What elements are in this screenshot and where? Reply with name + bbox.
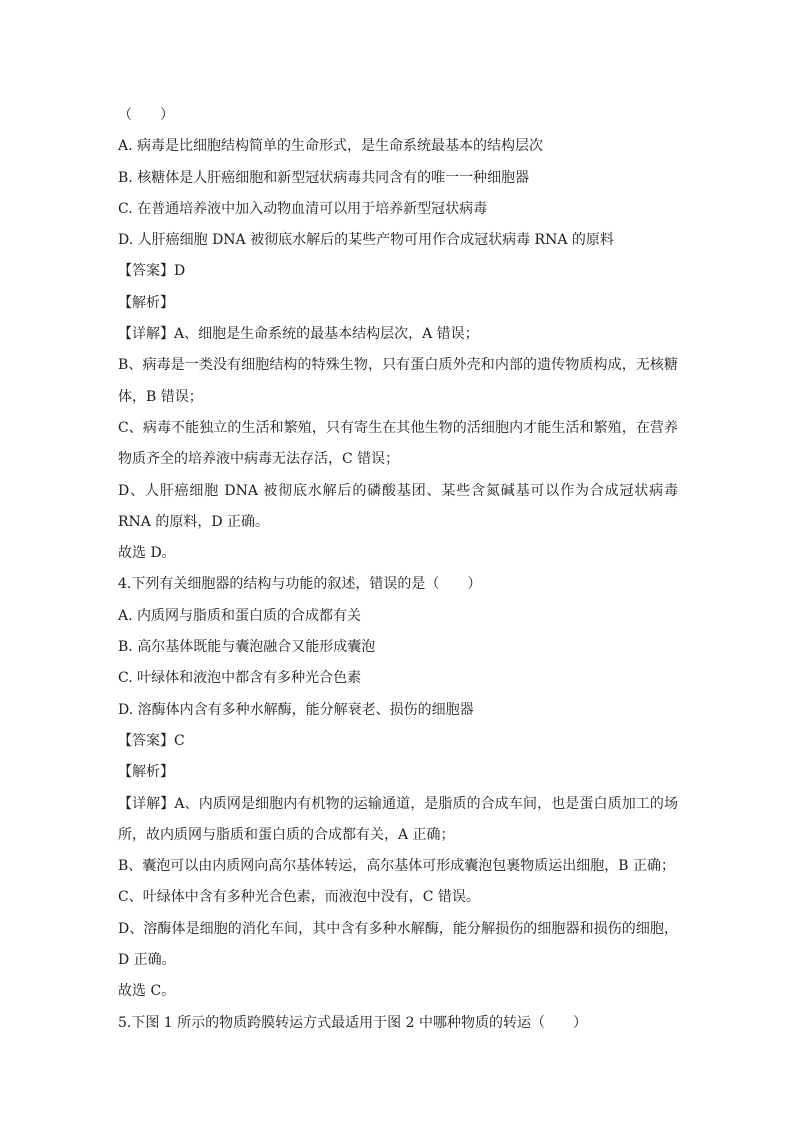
option-d: D. 溶酶体内含有多种水解酶，能分解衰老、损伤的细胞器 [118,701,474,718]
explanation-b: B、囊泡可以由内质网向高尔基体转运，高尔基体可形成囊泡包裹物质运出细胞，B 正确； [118,858,676,875]
question-4 [118,569,678,1007]
question-stem-tail: （ ） [118,107,174,123]
explanation-b: B、病毒是一类没有细胞结构的特殊生物，只有蛋白质外壳和内部的遗传物质构成，无核糖体，B 错误； [118,357,678,405]
option-d: D. 人肝癌细胞 DNA 被彻底水解后的某些产物可用作合成冠状病毒 RNA 的原料 [118,232,614,249]
explanation-c: C、病毒不能独立的生活和繁殖，只有寄生在其他生物的活细胞内才能生活和繁殖，在营养物质齐全的培养液中病毒无法存活，C 错误； [118,419,678,468]
conclusion: 故选 D。 [118,545,176,562]
answer: 【答案】D [118,263,186,280]
option-b: B. 核糖体是人肝癌细胞和新型冠状病毒共同含有的唯一一种细胞器 [118,169,530,186]
option-c: C. 在普通培养液中加入动物血清可以用于培养新型冠状病毒 [118,200,488,217]
answer: 【答案】C [118,732,185,749]
analysis-heading: 【解析】 [118,764,174,781]
option-a: A. 病毒是比细胞结构简单的生命形式，是生命系统最基本的结构层次 [118,138,544,155]
question-5 [118,1008,678,1039]
explanation-d: D、人肝癌细胞 DNA 被彻底水解后的磷酸基团、某些含氮碱基可以作为合成冠状病毒 RNA 的原料，D 正确。 [118,482,678,530]
analysis-heading: 【解析】 [118,294,174,311]
question-stem: 5.下图 1 所示的物质跨膜转运方式最适用于图 2 中哪种物质的转运（ ） [118,1014,587,1031]
question-3 [118,100,678,569]
explanation-a: 【详解】A、内质网是细胞内有机物的运输通道，是脂质的合成车间，也是蛋白质加工的场所，故内质网与脂质和蛋白质的合成都有关，A 正确； [118,795,678,843]
explanation-a: 【详解】A、细胞是生命系统的最基本结构层次，A 错误； [118,326,479,343]
document-page [118,100,678,1039]
conclusion: 故选 C。 [118,983,176,1000]
option-b: B. 高尔基体既能与囊泡融合又能形成囊泡 [118,639,376,656]
option-c: C. 叶绿体和液泡中都含有多种光合色素 [118,670,362,687]
explanation-d: D、溶酶体是细胞的消化车间，其中含有多种水解酶，能分解损伤的细胞器和损伤的细胞，D 正确。 [118,920,678,969]
option-a: A. 内质网与脂质和蛋白质的合成都有关 [118,607,362,624]
explanation-c: C、叶绿体中含有多种光合色素，而液泡中没有，C 错误。 [118,889,480,906]
question-stem: 4.下列有关细胞器的结构与功能的叙述，错误的是（ ） [118,576,482,593]
